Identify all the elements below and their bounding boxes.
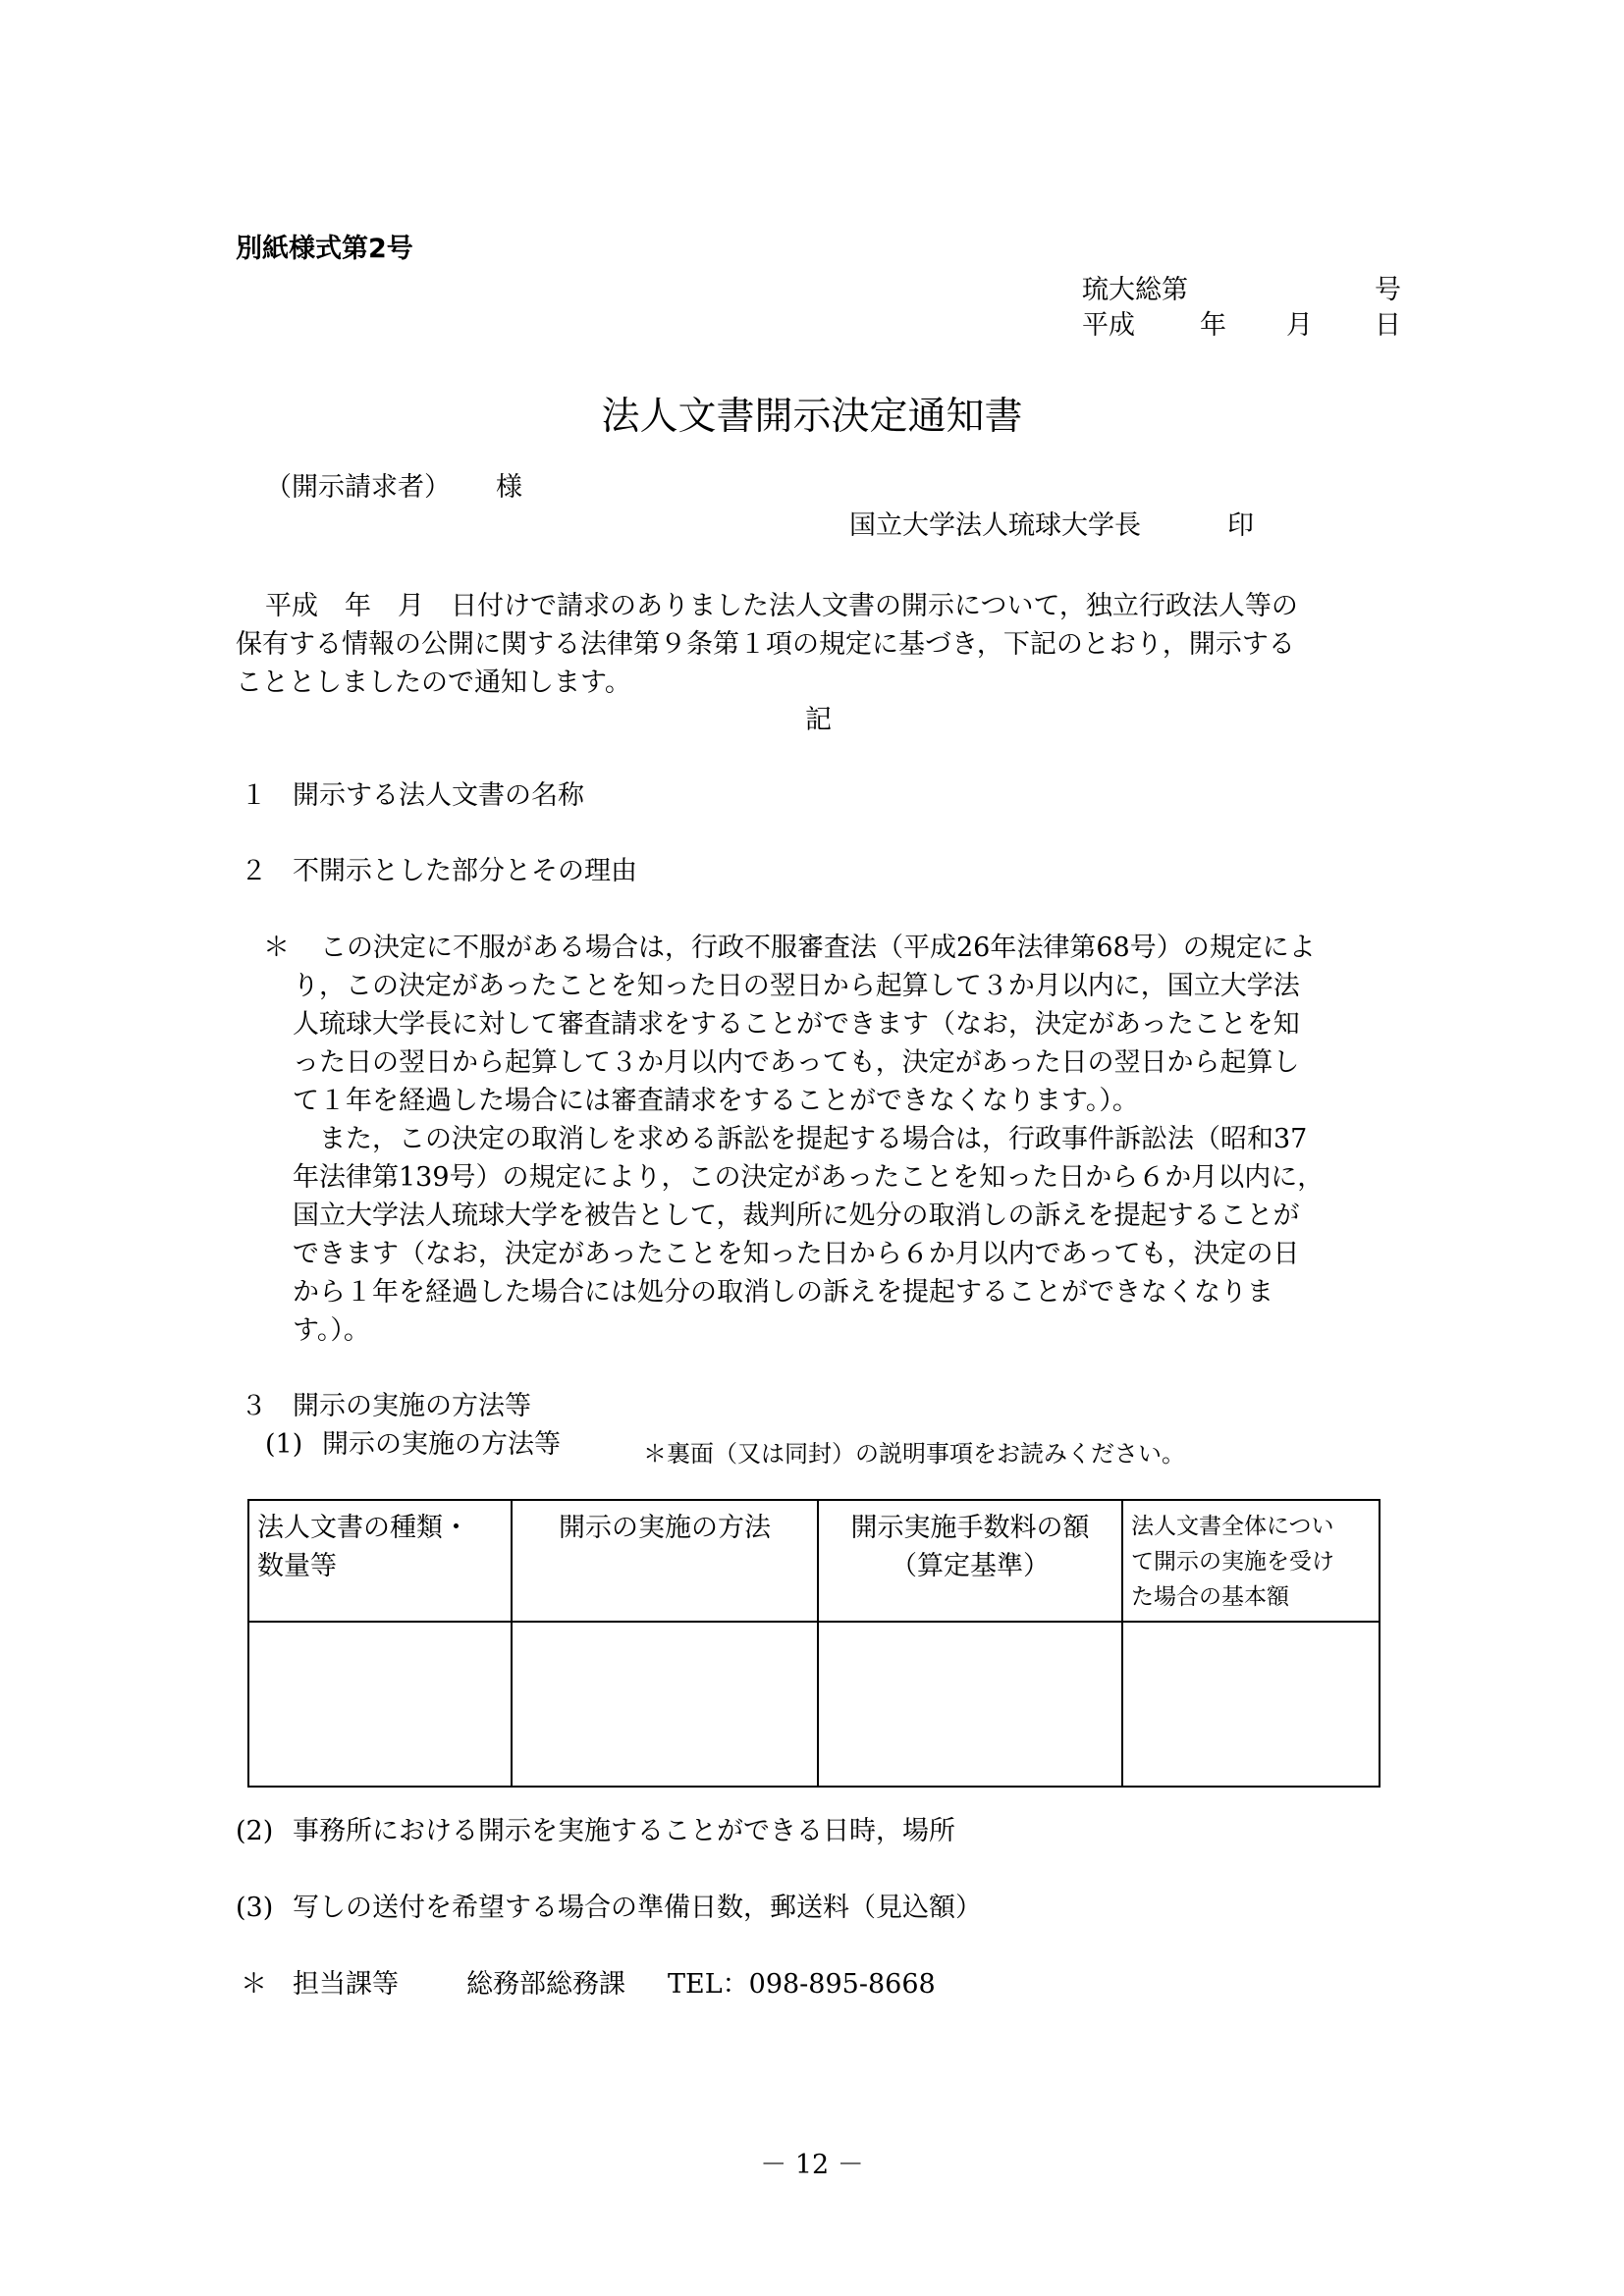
subsection-3-number: (3) [236, 1893, 274, 1923]
contact-department: 総務部総務課 [466, 1969, 625, 2000]
table-row [248, 1622, 1380, 1787]
notice-line: 年法律第139号）の規定により，この決定があったことを知った日から６か月以内に， [293, 1162, 1325, 1193]
ki-marker: 記 [805, 705, 832, 735]
date-year: 年 [1200, 310, 1226, 341]
recipient-honorific: 様 [496, 472, 522, 503]
header-line: 開示の実施の方法 [559, 1513, 771, 1543]
header-line: 数量等 [257, 1551, 337, 1581]
table-cell[interactable] [248, 1622, 512, 1787]
header-line: 法人文書全体につい [1131, 1514, 1334, 1539]
notice-line: り，この決定があったことを知った日の翌日から起算して３か月以内に，国立大学法 [293, 971, 1300, 1001]
subsection-2-number: (2) [236, 1816, 274, 1846]
header-line: 法人文書の種類・ [257, 1513, 469, 1543]
form-number: 別紙様式第2号 [236, 234, 413, 264]
header-line: た場合の基本額 [1131, 1584, 1289, 1610]
table-header-document-type [248, 1500, 512, 1622]
disclosure-method-table [247, 1499, 1380, 1788]
section-2-label: 不開示とした部分とその理由 [293, 856, 637, 886]
subsection-1-note: ＊裏面（又は同封）の説明事項をお読みください。 [643, 1440, 1185, 1468]
table-header-method [512, 1500, 818, 1622]
notice-line: から１年を経過した場合には処分の取消しの訴えを提起することができなくなりま [293, 1277, 1273, 1308]
contact-mark: ＊ [241, 1969, 267, 2000]
notice-line: 人琉球大学長に対して審査請求をすることができます（なお，決定があったことを知 [293, 1009, 1300, 1040]
notice-mark: ＊ [263, 933, 290, 963]
table-cell[interactable] [512, 1622, 818, 1787]
sender-name: 国立大学法人琉球大学長 [849, 510, 1141, 541]
table-header-base-amount [1122, 1500, 1380, 1622]
date-month: 月 [1286, 310, 1313, 341]
intro-line-1: 平成 年 月 日付けで請求のありました法人文書の開示について，独立行政法人等の [265, 591, 1298, 621]
notice-line: また，この決定の取消しを求める訴訟を提起する場合は，行政事件訴訟法（昭和37 [293, 1124, 1308, 1154]
notice-line: この決定に不服がある場合は，行政不服審査法（平成26年法律第68号）の規定によ [320, 933, 1316, 963]
sender-seal: 印 [1227, 510, 1254, 541]
ref-number-suffix: 号 [1375, 275, 1401, 305]
date-day: 日 [1375, 310, 1401, 341]
section-2-number: ２ [241, 856, 267, 886]
subsection-2-label: 事務所における開示を実施することができる日時，場所 [293, 1816, 955, 1846]
date-era: 平成 [1082, 310, 1135, 341]
notice-line: 国立大学法人琉球大学を被告として，裁判所に処分の取消しの訴えを提起することが [293, 1201, 1300, 1231]
section-1-number: １ [241, 780, 267, 811]
subsection-1-number: (1) [265, 1429, 303, 1460]
intro-line-3: こととしましたので通知します。 [236, 667, 631, 698]
section-1-label: 開示する法人文書の名称 [293, 780, 584, 811]
intro-line-2: 保有する情報の公開に関する法律第９条第１項の規定に基づき，下記のとおり，開示する [236, 629, 1295, 660]
notice-line: った日の翌日から起算して３か月以内であっても，決定があった日の翌日から起算し [293, 1047, 1300, 1078]
recipient-name: （開示請求者） [265, 472, 451, 503]
header-line: （算定基準） [891, 1551, 1050, 1581]
header-line: て開示の実施を受け [1131, 1549, 1334, 1575]
notice-line: て１年を経過した場合には審査請求をすることができなくなります。）。 [293, 1086, 1139, 1116]
contact-label: 担当課等 [293, 1969, 399, 2000]
section-3-number: ３ [241, 1391, 267, 1421]
subsection-1-label: 開示の実施の方法等 [322, 1429, 561, 1460]
section-3-label: 開示の実施の方法等 [293, 1391, 531, 1421]
table-header-fee [818, 1500, 1122, 1622]
page-number: － 12 － [760, 2150, 864, 2180]
subsection-3-label: 写しの送付を希望する場合の準備日数，郵送料（見込額） [293, 1893, 982, 1923]
notice-line: できます（なお，決定があったことを知った日から６か月以内であっても，決定の日 [293, 1239, 1300, 1269]
contact-phone: TEL：098-895-8668 [668, 1969, 936, 2000]
table-cell[interactable] [1122, 1622, 1380, 1787]
table-header-row [248, 1500, 1380, 1622]
header-line: 開示実施手数料の額 [850, 1513, 1090, 1543]
page-title: 法人文書開示決定通知書 [601, 395, 1023, 439]
table-cell[interactable] [818, 1622, 1122, 1787]
notice-line: す。）。 [293, 1315, 370, 1346]
ref-number-prefix: 琉大総第 [1082, 275, 1188, 305]
